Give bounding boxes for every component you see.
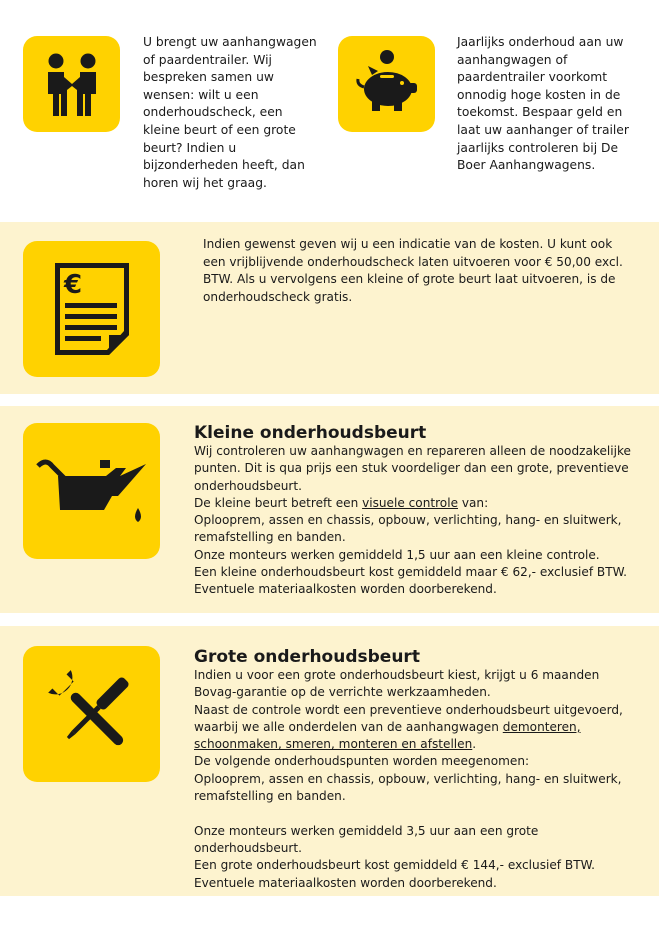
small-service-p4: Onze monteurs werken gemiddeld 1,5 uur aan een kleine controle. — [194, 547, 600, 562]
euro-invoice-icon-box — [23, 241, 160, 377]
large-service-p3: De volgende onderhoudspunten worden meegenomen: — [194, 754, 530, 769]
large-service-spacer — [194, 805, 629, 822]
large-service-p6: Een grote onderhoudsbeurt kost gemiddeld € 144,- exclusief BTW. Eventuele materiaalkosten worden doorberekend. — [194, 858, 595, 890]
small-service-body — [194, 443, 634, 599]
intro-left-text: U brengt uw aanhangwagen of paardentrailer. Wij bespreken samen uw wensen: wilt u een onderhoudscheck, een kleine beurt of een grote beurt? Indien u bijzonderheden heeft, dan horen wij het graag. — [143, 35, 317, 190]
large-service-p1: Indien u voor een grote onderhoudsbeurt kiest, krijgt u 6 maanden Bovag-garantie op de verrichte werkzaamheden. — [194, 668, 600, 700]
large-service-p5: Onze monteurs werken gemiddeld 3,5 uur aan een grote onderhoudsbeurt. — [194, 823, 539, 855]
small-service-p6: Eventuele materiaalkosten worden doorberekend. — [194, 582, 497, 597]
small-service-p2-after: van: — [458, 495, 489, 510]
large-service-p2-before: Naast de controle wordt een preventieve onderhoudsbeurt uitgevoerd, waarbij we alle onderdelen van de aanhangwagen — [194, 702, 623, 734]
wrench-screwdriver-icon — [42, 664, 142, 764]
intro-right-text: Jaarlijks onderhoud aan uw aanhangwagen of paardentrailer voorkomt onnodig hoge kosten in de toekomst. Bespaar geld en laat uw aanhanger of trailer jaarlijks controleren bij De Boer Aanhangwagens. — [457, 35, 629, 173]
large-service-p2 — [194, 702, 629, 754]
euro-invoice-icon — [47, 259, 137, 359]
visual-check-link[interactable]: visuele controle — [362, 495, 459, 510]
small-service-p1: Wij controleren uw aanhangwagen en repareren alleen de noodzakelijke punten. Dit is qua prijs een stuk voordeliger dan een grote, preventieve onderhoudsbeurt. — [194, 444, 631, 493]
piggy-bank-icon — [350, 47, 424, 121]
small-service-p3: Oplooprem, assen en chassis, opbouw, verlichting, hang- en sluitwerk, remafstelling en banden. — [194, 513, 622, 545]
maintenance-tasks-link[interactable]: demonteren, schoonmaken, smeren, monteren en afstellen — [194, 719, 581, 752]
wrench-screwdriver-icon-box — [23, 646, 160, 782]
svg-text:€: € — [63, 270, 82, 300]
handshake-icon-box — [23, 36, 120, 132]
small-service-p5: Een kleine onderhoudsbeurt kost gemiddeld maar € 62,- exclusief BTW. — [194, 565, 628, 580]
oil-can-icon — [34, 446, 150, 536]
cost-text: Indien gewenst geven wij u een indicatie van de kosten. U kunt ook een vrijblijvende onderhoudscheck laten uitvoeren voor € 50,00 excl. BTW. Als u vervolgens een kleine of grote beurt laat uitvoeren, is de onderhoudscheck gratis. — [203, 237, 623, 304]
small-service-p2-before: De kleine beurt betreft een — [194, 495, 363, 510]
small-service-title: Kleine onderhoudsbeurt — [194, 423, 427, 443]
handshake-icon — [37, 49, 107, 119]
large-service-body — [194, 667, 629, 892]
piggy-bank-icon-box — [338, 36, 435, 132]
large-service-p2-after: . — [472, 737, 477, 752]
large-service-p4: Oplooprem, assen en chassis, opbouw, verlichting, hang- en sluitwerk, remafstelling en banden. — [194, 771, 622, 804]
oil-can-icon-box — [23, 423, 160, 559]
large-service-title: Grote onderhoudsbeurt — [194, 647, 420, 667]
small-service-p2 — [194, 495, 634, 512]
